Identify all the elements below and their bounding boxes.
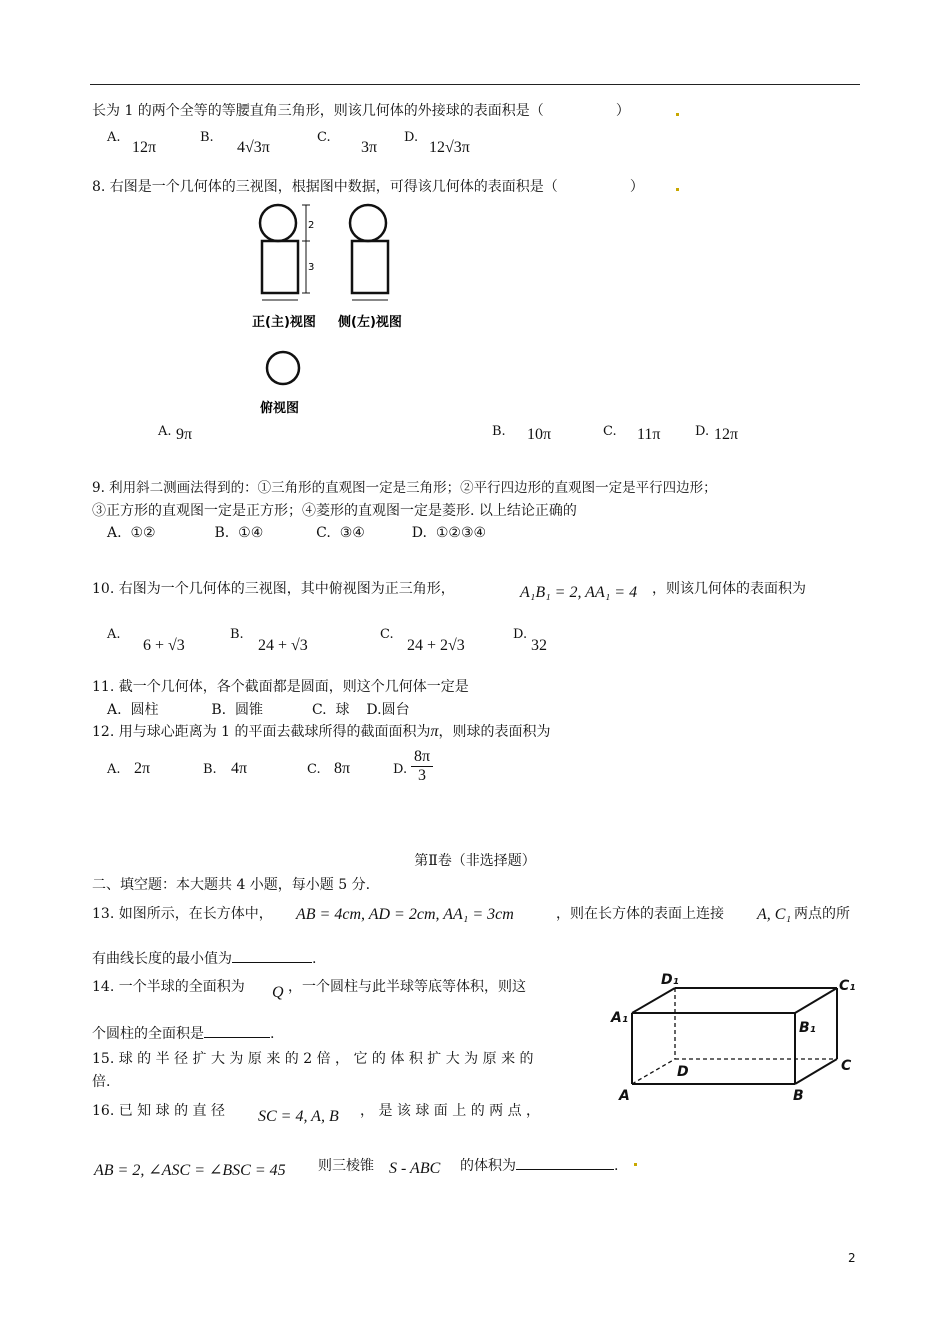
q15-line1: 15. 球 的 半 径 扩 大 为 原 来 的 2 倍 ， 它 的 体 积 扩 大 为 原 来 的	[92, 1051, 534, 1067]
q13-points: A, C₁	[757, 906, 792, 923]
q14-line2: 个圆柱的全面积是 .	[92, 1023, 274, 1043]
q8-option-d-label: D.	[695, 424, 710, 439]
q7-option-c-label: C.	[317, 130, 331, 145]
q8-option-b-label: B.	[492, 424, 506, 439]
answer-blank[interactable]	[232, 948, 312, 963]
front-view-cylinder	[262, 241, 298, 293]
dimension-3: 3	[308, 262, 315, 273]
label-a: A	[619, 1088, 630, 1104]
q14-tail: ，一个圆柱与此半球等底等体积，则这	[288, 979, 526, 995]
top-view-label: 俯视图	[260, 401, 300, 416]
q8-option-d: 12π	[714, 426, 739, 443]
q11-options: A. 圆柱 B. 圆锥 C. 球 D.圆台	[107, 702, 410, 718]
q9-line1: 9. 利用斜二测画法得到的：①三角形的直观图一定是三角形；②平行四边形的直观图一定是平行四边形；	[92, 480, 717, 496]
q16-line1b: ， 是 该 球 面 上 的 两 点 ，	[360, 1103, 541, 1119]
q10-option-a: 6 + √3	[143, 637, 185, 654]
q10-option-d-label: D.	[513, 627, 528, 642]
q13-line2: 有曲线长度的最小值为 .	[92, 948, 316, 968]
q14-q: Q	[272, 984, 284, 1001]
q14-stem: 14. 一个半球的全面积为	[92, 979, 245, 995]
q12-option-a: 2π	[134, 760, 151, 777]
q8-option-a-label: A.	[158, 424, 172, 439]
q16-line1a: 16. 已 知 球 的 直 径	[92, 1103, 225, 1119]
answer-blank[interactable]	[204, 1023, 270, 1038]
side-view-sphere	[350, 205, 386, 241]
q12-option-d-label: D.	[393, 762, 408, 777]
q11-stem: 11. 截一个几何体，各个截面都是圆面，则这个几何体一定是	[92, 679, 469, 695]
q7-stem: 长为 1 的两个全等的等腰直角三角形，则该几何体的外接球的表面积是（ ）	[92, 103, 630, 119]
q12-option-d	[411, 748, 433, 785]
label-c1: C₁	[839, 978, 856, 994]
three-view-figure	[240, 198, 420, 428]
q15-line2: 倍.	[92, 1074, 111, 1090]
q12-option-a-label: A.	[107, 762, 121, 777]
q10-option-b-label: B.	[230, 627, 244, 642]
dimension-2: 2	[308, 220, 315, 231]
answer-blank[interactable]	[516, 1155, 614, 1170]
q12-stem: 12. 用与球心距离为 1 的平面去截球所得的截面面积为π，则球的表面积为	[92, 723, 551, 740]
cuboid-figure	[605, 966, 865, 1116]
q7-option-d: 12√3π	[429, 139, 470, 156]
q10-option-c-label: C.	[380, 627, 394, 642]
section-title: 第Ⅱ卷（非选择题）	[414, 853, 536, 869]
side-view-cylinder	[352, 241, 388, 293]
q10-condition: A₁B₁ = 2, AA₁ = 4	[520, 584, 638, 601]
q10-stem: 10. 右图为一个几何体的三视图，其中俯视图为正三角形，	[92, 581, 455, 597]
q7-option-b-label: B.	[200, 130, 214, 145]
label-d1: D₁	[661, 972, 679, 988]
q7-option-a-label: A.	[107, 130, 121, 145]
fraction: $\frac{8\pi}{3}$	[411, 748, 433, 785]
q8-option-a: 9π	[176, 426, 193, 443]
label-c: C	[841, 1058, 852, 1074]
label-d: D	[677, 1064, 689, 1080]
marker-dot	[676, 188, 679, 191]
marker-dot	[676, 113, 679, 116]
page-number: 2	[848, 1251, 856, 1265]
q10-option-a-label: A.	[107, 627, 121, 642]
q16-mid: 则三棱锥	[318, 1158, 374, 1174]
q8-stem: 8. 右图是一个几何体的三视图，根据图中数据，可得该几何体的表面积是（ ）	[92, 179, 644, 195]
q10-tail: ，则该几何体的表面积为	[652, 581, 806, 597]
q10-option-b: 24 + √3	[258, 637, 308, 654]
front-view-label: 正(主)视图	[252, 315, 316, 330]
q12-option-c-label: C.	[307, 762, 321, 777]
q10-option-d: 32	[531, 637, 547, 654]
label-b1: B₁	[799, 1020, 816, 1036]
q7-option-a: 12π	[132, 139, 157, 156]
q13-condition: AB = 4cm, AD = 2cm, AA₁ = 3cm	[296, 906, 514, 923]
q12-option-b-label: B.	[203, 762, 217, 777]
q12-option-b: 4π	[231, 760, 248, 777]
marker-dot	[634, 1163, 637, 1166]
header-rule	[90, 84, 860, 85]
q7-option-c: 3π	[361, 139, 378, 156]
top-view-circle	[267, 352, 299, 384]
q10-option-c: 24 + 2√3	[407, 637, 465, 654]
label-a1: A₁	[611, 1010, 628, 1026]
q12-option-c: 8π	[334, 760, 351, 777]
q16-solid: S - ABC	[389, 1160, 441, 1177]
q7-option-b: 4√3π	[237, 139, 270, 156]
label-b: B	[793, 1088, 804, 1104]
q9-line2: ③正方形的直观图一定是正方形；④菱形的直观图一定是菱形. 以上结论正确的	[92, 503, 577, 519]
q7-option-d-label: D.	[404, 130, 419, 145]
q8-option-c-label: C.	[603, 424, 617, 439]
q8-option-b: 10π	[527, 426, 552, 443]
q13-tail: ，则在长方体的表面上连接	[556, 906, 724, 922]
q13-stem: 13. 如图所示，在长方体中，	[92, 906, 273, 922]
front-view-sphere	[260, 205, 296, 241]
side-view-label: 侧(左)视图	[338, 315, 402, 330]
q16-condition1: SC = 4, A, B	[258, 1108, 339, 1125]
q9-options: A. ①② B. ①④ C. ③④ D. ①②③④	[107, 525, 487, 541]
q16-condition2: AB = 2, ∠ASC = ∠BSC = 45	[94, 1162, 286, 1179]
q8-option-c: 11π	[637, 426, 661, 443]
q16-tail: 的体积为 .	[460, 1155, 618, 1175]
q13-tail2: 两点的所	[794, 906, 850, 922]
section-intro: 二、填空题：本大题共 4 小题，每小题 5 分.	[92, 877, 371, 893]
